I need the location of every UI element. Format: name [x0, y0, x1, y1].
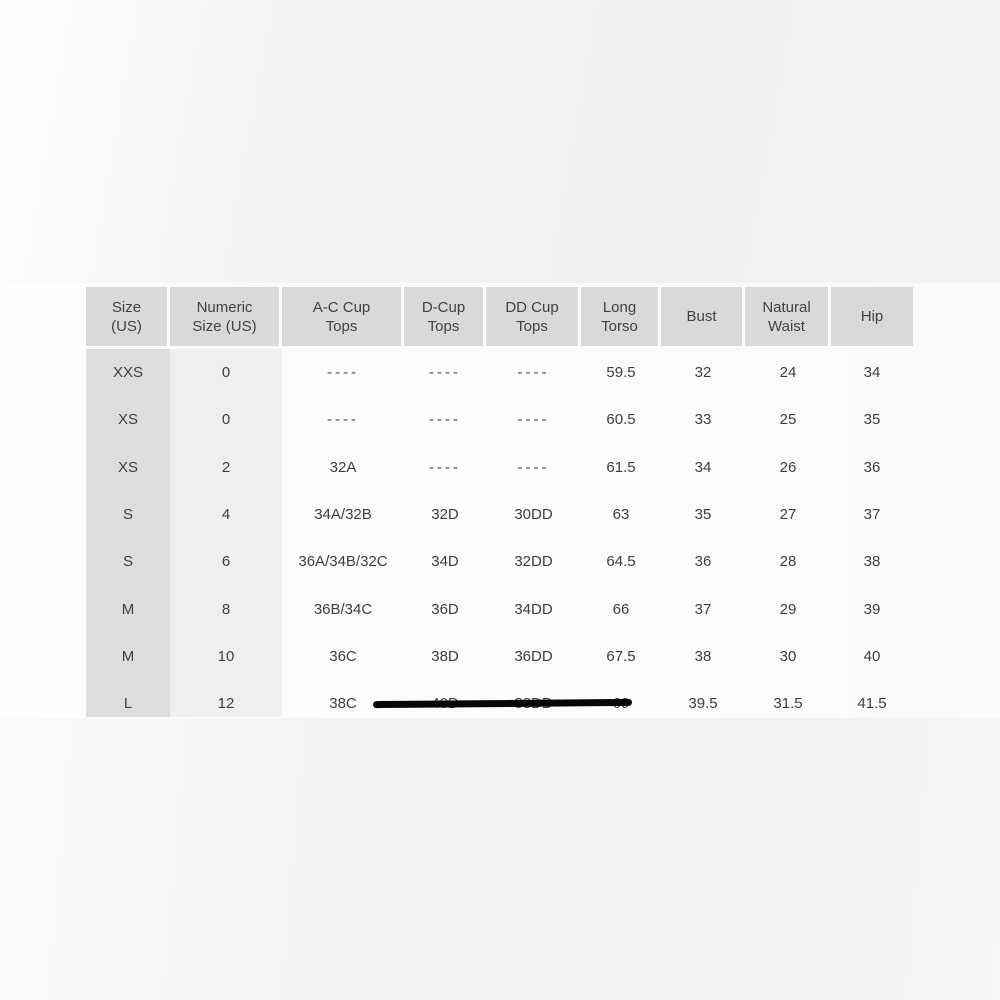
table-cell: 29: [779, 600, 797, 618]
column-header: Bust: [661, 287, 745, 346]
table-row: [86, 444, 913, 491]
table-cell: 24: [779, 364, 797, 382]
table-cell: 0: [170, 396, 282, 443]
table-cell: 25: [779, 411, 797, 429]
table-cell: 59.5: [606, 364, 636, 382]
table-cell: 34DD: [514, 600, 553, 618]
table-cell: XS: [86, 396, 170, 443]
table-cell: S: [86, 491, 170, 538]
column-header: Long Torso: [581, 287, 661, 346]
table-cell: 67.5: [606, 647, 636, 665]
table-row: [86, 538, 913, 585]
table-cell: 26: [779, 458, 797, 476]
table-cell: ----: [327, 411, 359, 429]
table-cell: 32D: [431, 506, 459, 524]
table-cell: 36: [694, 553, 712, 571]
table-cell: 38: [863, 553, 881, 571]
table-cell: 34D: [431, 553, 459, 571]
table-cell: 32A: [329, 458, 357, 476]
table-row: [86, 491, 913, 538]
table-cell: M: [86, 585, 170, 632]
table-cell: 64.5: [606, 553, 636, 571]
table-cell: 36B/34C: [313, 600, 373, 618]
size-table-header-row: [86, 287, 913, 346]
table-cell: 2: [170, 444, 282, 491]
table-row: [86, 349, 913, 396]
table-cell: 36C: [329, 647, 357, 665]
table-cell: 38: [694, 647, 712, 665]
table-cell: 35: [694, 506, 712, 524]
column-header: D-Cup Tops: [404, 287, 486, 346]
column-header: Hip: [831, 287, 913, 346]
table-cell: 4: [170, 491, 282, 538]
table-cell: 38D: [431, 647, 459, 665]
table-cell: XXS: [86, 349, 170, 396]
table-cell: 32DD: [514, 553, 553, 571]
table-cell: 37: [863, 506, 881, 524]
table-cell: 0: [170, 349, 282, 396]
table-cell: 38C: [329, 695, 357, 713]
table-cell: 12: [170, 680, 282, 717]
column-header: Natural Waist: [745, 287, 831, 346]
table-cell: ----: [517, 458, 550, 476]
table-cell: 32: [694, 364, 712, 382]
table-cell: 60.5: [606, 411, 636, 429]
table-cell: S: [86, 538, 170, 585]
table-cell: 36D: [431, 600, 459, 618]
table-cell: 30: [779, 647, 797, 665]
table-cell: 39: [863, 600, 881, 618]
table-cell: 10: [170, 633, 282, 680]
size-chart-table: [86, 287, 913, 717]
table-row: [86, 633, 913, 680]
table-cell: 39.5: [688, 695, 718, 713]
background-top-band: [0, 0, 1000, 283]
table-cell: 6: [170, 538, 282, 585]
table-cell: 8: [170, 585, 282, 632]
table-cell: 36A/34B/32C: [298, 553, 388, 571]
table-cell: 35: [863, 411, 881, 429]
table-cell: M: [86, 633, 170, 680]
table-cell: ----: [327, 364, 359, 382]
table-row: [86, 396, 913, 443]
table-cell: ----: [517, 411, 550, 429]
table-cell: ----: [429, 364, 461, 382]
table-row: [86, 585, 913, 632]
column-header: DD Cup Tops: [486, 287, 581, 346]
column-header: A-C Cup Tops: [282, 287, 404, 346]
table-cell: 31.5: [773, 695, 803, 713]
table-cell: 36: [863, 458, 881, 476]
table-cell: 34A/32B: [314, 506, 372, 524]
size-table-body: [86, 349, 913, 717]
table-cell: 33: [694, 411, 712, 429]
table-cell: 27: [779, 506, 797, 524]
table-cell: ----: [429, 411, 461, 429]
table-cell: ----: [429, 458, 461, 476]
table-cell: L: [86, 680, 170, 717]
table-cell: 41.5: [857, 695, 887, 713]
table-cell: 34: [863, 364, 881, 382]
column-header: Size (US): [86, 287, 170, 346]
table-cell: 66: [612, 600, 630, 618]
table-cell: 63: [612, 506, 630, 524]
table-cell: ----: [517, 364, 550, 382]
table-cell: 28: [779, 553, 797, 571]
table-row: [86, 680, 913, 717]
background-bottom-band: [0, 718, 1000, 1000]
column-header: Numeric Size (US): [170, 287, 282, 346]
table-cell: 37: [694, 600, 712, 618]
table-cell: [404, 680, 486, 717]
table-cell: XS: [86, 444, 170, 491]
table-cell: 36DD: [514, 647, 553, 665]
table-cell: 40: [863, 647, 881, 665]
table-cell: 34: [694, 458, 712, 476]
table-cell: 61.5: [606, 458, 636, 476]
table-cell: 30DD: [514, 506, 553, 524]
